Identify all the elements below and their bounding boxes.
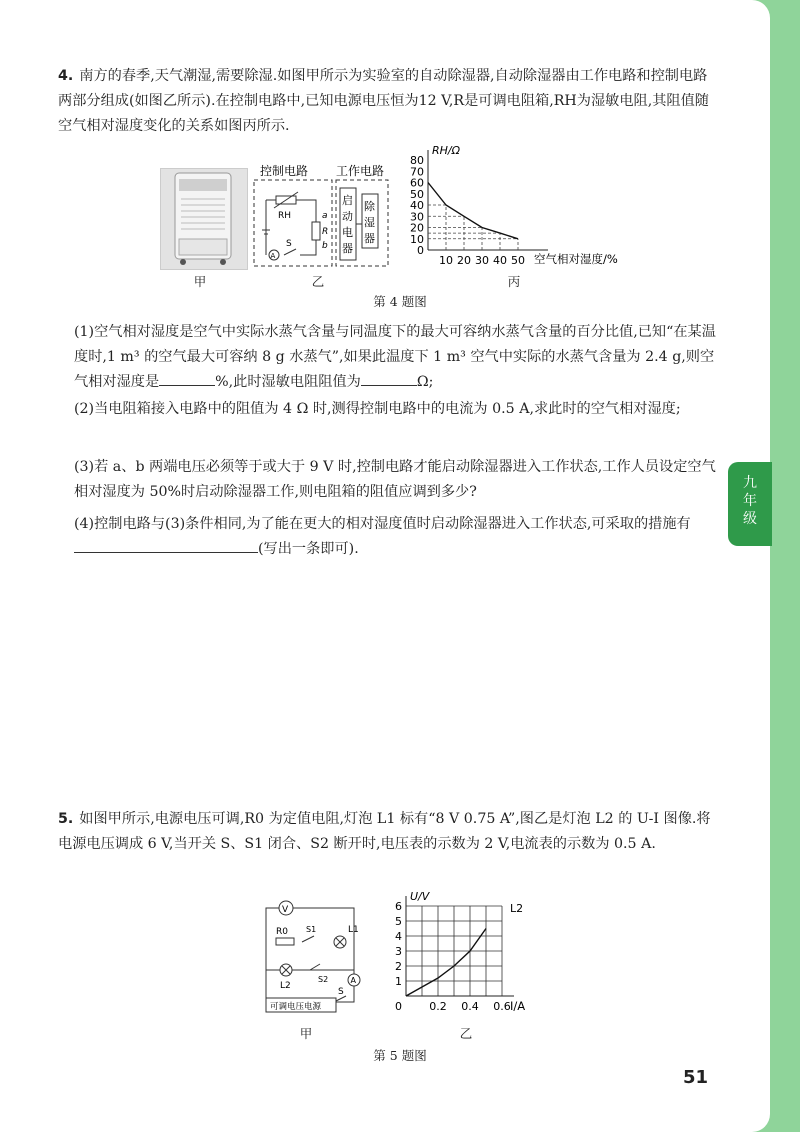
x-tick-label: 50 xyxy=(511,254,525,267)
ammeter-label: A xyxy=(350,976,356,985)
x-tick-label: 40 xyxy=(493,254,507,267)
y-tick-label: 0 xyxy=(417,244,424,257)
y-axis-label: RH/Ω xyxy=(432,144,461,157)
q4-fig-caption: 第 4 题图 xyxy=(373,294,427,309)
q5-fig-yi-label: 乙 xyxy=(459,1026,473,1041)
dehumidifier-char: 除 xyxy=(364,200,375,213)
q4-sub4-text: (写出一条即可). xyxy=(258,541,359,557)
y-tick-label: 40 xyxy=(410,199,424,212)
y-tick-label: 50 xyxy=(410,187,424,201)
series-label: L2 xyxy=(510,902,524,915)
q4-rh-chart xyxy=(400,140,640,272)
q4-sub4 xyxy=(74,512,720,562)
node-a-label: a xyxy=(322,211,328,221)
y-tick-label: 6 xyxy=(395,900,402,913)
work-circuit-label: 工作电路 xyxy=(336,164,385,178)
grade-tab-char: 九 xyxy=(743,475,757,491)
dehumidifier-photo xyxy=(160,168,248,270)
y-tick-label: 20 xyxy=(410,221,424,235)
q4-sub1-text: %,此时湿敏电阻阻值为 xyxy=(215,374,361,390)
origin-label: 0 xyxy=(395,1000,402,1013)
voltmeter-label: V xyxy=(282,905,289,915)
r0-label: R0 xyxy=(276,927,288,937)
q5-circuit xyxy=(250,898,368,1022)
x-tick-label: 0.4 xyxy=(461,1000,479,1013)
q4-fig-jia-label: 甲 xyxy=(193,274,207,289)
starter-char: 动 xyxy=(342,210,353,223)
q4-control-circuit xyxy=(248,160,398,272)
starter-char: 电 xyxy=(342,226,353,239)
q5-fig-caption: 第 5 题图 xyxy=(373,1048,427,1063)
y-tick-label: 5 xyxy=(395,915,402,928)
data-curve xyxy=(406,929,486,997)
page-number: 51 xyxy=(683,1067,709,1088)
grade-tab-char: 年 xyxy=(743,493,757,509)
control-circuit-label: 控制电路 xyxy=(260,164,309,178)
x-tick-label: 30 xyxy=(475,254,489,267)
switch-s-label: S xyxy=(286,239,292,249)
x-tick-label: 0.2 xyxy=(429,1000,447,1013)
power-source-label: 可调电压电源 xyxy=(270,1002,322,1012)
s1-label: S1 xyxy=(306,925,317,934)
y-tick-label: 2 xyxy=(395,960,402,973)
switch-s-label: S xyxy=(338,987,344,997)
rh-label: RH xyxy=(278,211,292,221)
node-b-label: b xyxy=(322,241,328,251)
q4-fig-bing-label: 丙 xyxy=(507,274,521,289)
y-tick-label: 4 xyxy=(395,930,402,943)
q5-intro-text: 如图甲所示,电源电压可调,R0 为定值电阻,灯泡 L1 标有“8 V 0.75 A”,图乙是灯泡 L2 的 U-I 图像.将电源电压调成 6 V,当开关 S、S1 闭合、S2 断开时,电压表的示数为 2 V,电流表的示数为 0.5 A. xyxy=(58,811,711,852)
grade-tab xyxy=(728,462,772,546)
answer-blank[interactable] xyxy=(361,371,417,386)
q4-sub1-text: (1)空气相对湿度是空气中实际水蒸气含量与同温度下的最大可容纳水蒸气含量的百分比值,已知“在某温度时,1 m³ 的空气最大可容纳 8 g 水蒸气”,如果此温度下 1 m³ 空气中实际的水蒸气含量为 2.4 g,则空气相对湿度是 xyxy=(74,324,716,390)
dehumidifier-char: 器 xyxy=(364,232,375,245)
q5-number: 5. xyxy=(58,811,74,827)
q4-sub4-text: (4)控制电路与(3)条件相同,为了能在更大的相对湿度值时启动除湿器进入工作状态,可采取的措施有 xyxy=(74,516,691,532)
answer-blank[interactable] xyxy=(159,371,215,386)
l1-label: L1 xyxy=(348,925,359,935)
y-tick-label: 60 xyxy=(410,176,424,190)
q5-fig-jia-label: 甲 xyxy=(299,1026,313,1041)
q5-ui-chart xyxy=(378,886,538,1022)
ammeter-label: A xyxy=(270,252,276,260)
x-axis-label: I/A xyxy=(510,999,526,1013)
y-axis-label: U/V xyxy=(410,890,430,903)
starter-char: 器 xyxy=(342,242,353,255)
starter-char: 启 xyxy=(342,194,353,207)
q4-intro-text: 南方的春季,天气潮湿,需要除湿.如图甲所示为实验室的自动除湿器,自动除湿器由工作电路和控制电路两部分组成(如图乙所示).在控制电路中,已知电源电压恒为12 V,R是可调电阻箱,RH为湿敏电阻,其阻值随空气相对湿度变化的关系如图丙所示. xyxy=(58,68,709,134)
dehumidifier-char: 湿 xyxy=(364,216,375,229)
y-tick-label: 70 xyxy=(410,165,424,179)
grade-tab-char: 级 xyxy=(743,511,757,527)
y-tick-label: 30 xyxy=(410,210,424,224)
x-tick-label: 0.6 xyxy=(493,1000,511,1013)
q4-fig-yi-label: 乙 xyxy=(311,274,325,289)
q4-number: 4. xyxy=(58,68,74,84)
data-curve xyxy=(428,183,518,239)
y-tick-label: 3 xyxy=(395,945,402,958)
q4-sub2: (2)当电阻箱接入电路中的阻值为 4 Ω 时,测得控制电路中的电流为 0.5 A,求此时的空气相对湿度; xyxy=(74,401,681,417)
q4-sub1 xyxy=(74,320,720,395)
y-tick-label: 1 xyxy=(395,975,402,988)
q4-sub3: (3)若 a、b 两端电压必须等于或大于 9 V 时,控制电路才能启动除湿器进入工作状态,工作人员设定空气相对湿度为 50%时启动除湿器工作,则电阻箱的阻值应调到多少? xyxy=(74,459,716,500)
s2-label: S2 xyxy=(318,975,329,984)
x-tick-label: 20 xyxy=(457,254,471,267)
x-axis-label: 空气相对湿度/% xyxy=(534,252,618,266)
answer-blank[interactable] xyxy=(74,538,258,553)
q4-sub1-text: Ω; xyxy=(416,374,434,390)
x-tick-label: 10 xyxy=(439,254,453,267)
y-tick-label: 10 xyxy=(410,232,424,246)
l2-label: L2 xyxy=(280,981,291,991)
resistor-r-label: R xyxy=(322,227,329,237)
q4-intro xyxy=(58,64,720,139)
y-tick-label: 80 xyxy=(410,154,424,167)
q5-intro xyxy=(58,807,720,857)
